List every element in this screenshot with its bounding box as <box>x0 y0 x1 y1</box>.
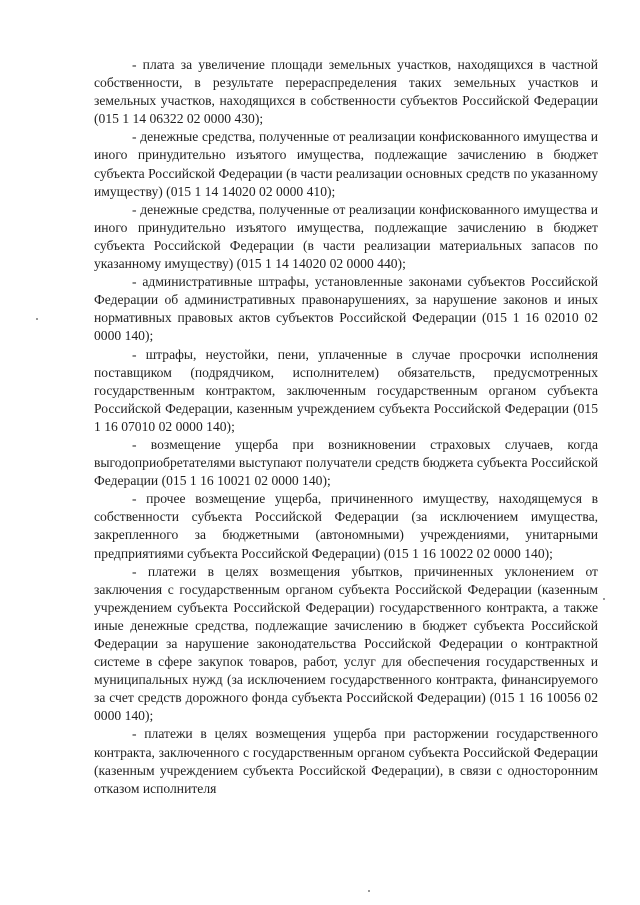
scan-speck <box>368 890 370 892</box>
paragraph-contract-penalties: - штрафы, неустойки, пени, уплаченные в случае просрочки исполнения поставщиком (подрядчиком, исполнителем) обязательств, предусмотренных государственным контрактом, заключенным государственным органом субъекта Российской Федерации, казенным учреждением субъекта Российской Федерации (015 1 16 07010 02 0000 140); <box>94 346 598 434</box>
scan-speck <box>603 598 605 600</box>
paragraph-confiscated-material-stocks: - денежные средства, полученные от реализации конфискованного имущества и иного принудительно изъятого имущества, подлежащие зачислению в бюджет субъекта Российской Федерации (в части реализации материальных запасов по указанному имуществу) (015 1 14 14020 02 0000 440); <box>94 201 598 272</box>
document-body <box>94 56 598 798</box>
paragraph-contract-evasion-losses: - платежи в целях возмещения убытков, причиненных уклонением от заключения с государственным органом субъекта Российской Федерации (казенным учреждением субъекта Российской Федерации) государственного контракта, а также иные денежные средства, подлежащие зачислению в бюджет субъекта Российской Федерации за нарушение законодательства Российской Федерации о контрактной системе в сфере закупок товаров, работ, услуг для обеспечения государственных и муниципальных нужд (за исключением государственного контракта, финансируемого за счет средств дорожного фонда субъекта Российской Федерации) (015 1 16 10056 02 0000 140); <box>94 563 598 724</box>
paragraph-administrative-fines: - административные штрафы, установленные законами субъектов Российской Федерации об административных правонарушениях, за нарушение законов и иных нормативных правовых актов субъектов Российской Федерации (015 1 16 02010 02 0000 140); <box>94 274 598 344</box>
paragraph-contract-termination: - платежи в целях возмещения ущерба при расторжении государственного контракта, заключенного с государственным органом субъекта Российской Федерации (казенным учреждением субъекта Российской Федерации), в связи с односторонним отказом исполнителя <box>94 726 598 796</box>
paragraph-confiscated-fixed-assets: - денежные средства, полученные от реализации конфискованного имущества и иного принудительно изъятого имущества, подлежащие зачислению в бюджет субъекта Российской Федерации (в части реализации основных средств по указанному имуществу) (015 1 14 14020 02 0000 410); <box>94 129 599 199</box>
paragraph-insurance-damage: - возмещение ущерба при возникновении страховых случаев, когда выгодоприобретателями выступают получатели средств бюджета субъекта Российской Федерации (015 1 16 10021 02 0000 140); <box>94 436 598 489</box>
scan-speck <box>36 318 38 320</box>
paragraph-property-damage: - прочее возмещение ущерба, причиненного имуществу, находящемуся в собственности субъекта Российской Федерации (за исключением имущества, закрепленного за бюджетными (автономными) учреждениями, унитарными предприятиями субъекта Российской Федерации) (015 1 16 10022 02 0000 140); <box>94 491 598 561</box>
paragraph-land-plots-fee: - плата за увеличение площади земельных участков, находящихся в частной собственности, в результате перераспределения таких земельных участков и земельных участков, находящихся в собственности субъектов Российской Федерации (015 1 14 06322 02 0000 430); <box>94 57 598 127</box>
